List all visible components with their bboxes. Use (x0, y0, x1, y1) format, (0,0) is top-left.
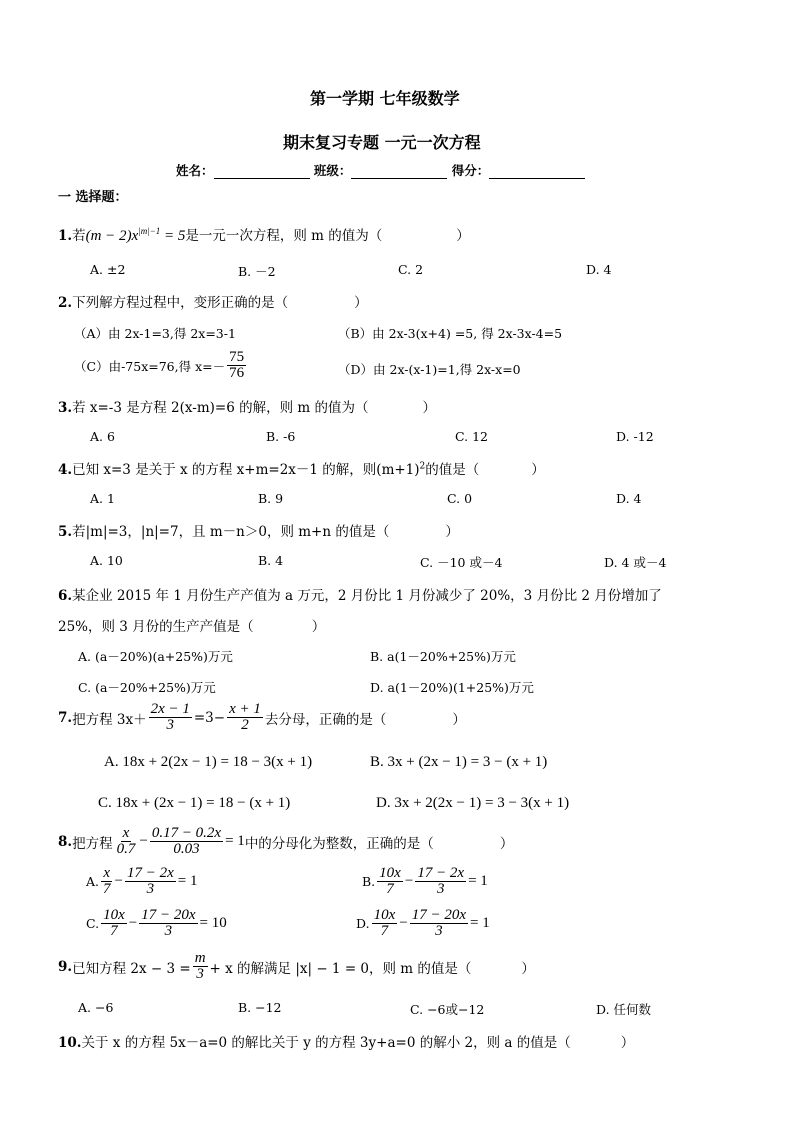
q6-option-c[interactable]: C. (a－20%+25%)万元 (78, 680, 216, 695)
q8-option-b[interactable]: B. $\frac{10x}{7}$ − $\frac{17 - 2x}{3}$ = 1 (362, 865, 488, 897)
q4-close: ） (531, 462, 545, 478)
question-2 (58, 291, 368, 311)
q9-mid: + x 的解满足 |x| − 1 = 0，则 m 的值是（ (209, 960, 472, 977)
q6-option-a[interactable]: A. (a－20%)(a+25%)万元 (78, 649, 233, 664)
fraction-denominator: 76 (229, 365, 245, 381)
fraction-denominator: 3 (435, 923, 443, 939)
q1-m-minus-2: m − 2 (90, 228, 127, 244)
question-5 (58, 520, 459, 540)
q5-option-a[interactable]: A. 10 (90, 553, 123, 568)
q9-option-a[interactable]: A. −6 (78, 1000, 114, 1015)
q7-post: 去分母，正确的是（ (264, 711, 387, 728)
q7-fraction-2 (227, 702, 263, 733)
q2-close: ） (354, 295, 368, 311)
fraction-denominator: 3 (164, 923, 173, 939)
q4-superscript: 2 (419, 461, 426, 472)
q9-number: 9. (58, 958, 73, 975)
q9-option-b[interactable]: B. −12 (238, 1000, 282, 1015)
option-rhs: = 1 (177, 873, 198, 889)
q2-option-c[interactable] (74, 350, 248, 381)
q7-option-b[interactable]: B. 3x + (2x − 1) = 3 − (x + 1) (370, 754, 548, 770)
fraction-numerator: 17 − 20x (411, 907, 466, 923)
fraction-numerator: x + 1 (229, 701, 261, 717)
q2-optc-text: （C）由-75x=76,得 x=－ (74, 358, 226, 374)
class-label: 班级： (313, 163, 352, 178)
q4-text: 已知 x=3 是关于 x 的方程 x+m=2x－1 的解，则(m+1) (72, 462, 420, 478)
q5-option-c[interactable]: C. －10 或－4 (420, 555, 503, 570)
q7-option-c[interactable]: C. 18x + (2x − 1) = 18 − (x + 1) (98, 795, 291, 811)
q3-close: ） (422, 400, 436, 416)
q3-option-d[interactable]: D. -12 (616, 429, 654, 444)
q9-fraction (193, 951, 208, 982)
q2-option-a[interactable]: （A）由 2x-1=3,得 2x=3-1 (74, 326, 236, 341)
q2-option-b[interactable]: （B）由 2x-3(x+4) =5, 得 2x-3x-4=5 (338, 326, 563, 341)
q1-close: ） (456, 228, 470, 244)
q3-option-b[interactable]: B. -6 (266, 429, 296, 444)
fraction-denominator: 7 (110, 923, 118, 939)
option-label: A. (86, 874, 100, 889)
q4-option-b[interactable]: B. 9 (258, 491, 284, 506)
q8-close: ） (499, 835, 514, 852)
q3-option-c[interactable]: C. 12 (455, 429, 488, 444)
q1-option-c[interactable]: C. 2 (398, 262, 424, 277)
option-rhs: = 1 (468, 873, 488, 889)
q7-close: ） (452, 711, 466, 728)
fraction-numerator: 10x (103, 907, 125, 923)
q4-option-c[interactable]: C. 0 (447, 491, 473, 506)
option-rhs: = 1 (469, 915, 490, 931)
question-6-line-1 (58, 584, 662, 604)
question-7 (58, 702, 466, 733)
q3-option-a[interactable]: A. 6 (90, 429, 115, 444)
question-4 (58, 458, 545, 478)
q9-pre: 已知方程 2x − 3 = (72, 960, 191, 977)
q9-option-c[interactable]: C. −6或−12 (410, 1002, 485, 1017)
q7-option-d[interactable]: D. 3x + 2(2x − 1) = 3 − 3(x + 1) (376, 795, 570, 811)
fraction-denominator: 7 (380, 923, 389, 939)
q5-option-d[interactable]: D. 4 或－4 (604, 555, 667, 570)
page-title: 第一学期 七年级数学 (310, 89, 460, 108)
fraction-numerator: 17 − 2x (417, 865, 465, 881)
q1-prefix: 若 (72, 228, 86, 244)
q2-text: 下列解方程过程中，变形正确的是（ (72, 295, 289, 311)
q8-fraction-2 (150, 826, 223, 857)
q7-mid: =3− (193, 709, 226, 726)
q1-option-b[interactable]: B. －2 (238, 264, 276, 279)
q7-pre: 把方程 3x＋ (72, 711, 147, 728)
q2-optc-fraction (227, 350, 246, 381)
q1-equation: $(m - 2)x^{|m|-1} = 5$ (85, 226, 186, 244)
q1-option-a[interactable]: A. ±2 (90, 262, 126, 277)
option-label: D. (356, 916, 370, 931)
fraction-numerator: 10x (373, 907, 396, 923)
q4-option-d[interactable]: D. 4 (616, 491, 642, 506)
q6-option-b[interactable]: B. a(1－20%+25%)万元 (370, 649, 516, 664)
question-8 (58, 826, 513, 857)
q8-number: 8. (58, 833, 73, 850)
q1-option-d[interactable]: D. 4 (586, 262, 612, 277)
question-10 (58, 1031, 634, 1051)
q6-text-line1: 某企业 2015 年 1 月份生产产值为 a 万元，2 月份比 1 月份减少了 20%，3 月份比 2 月份增加了 (72, 588, 662, 604)
q8-eq: = 1 (225, 833, 245, 849)
fraction-numerator: 17 − 20x (141, 907, 196, 923)
fraction (101, 866, 113, 897)
fraction-numerator: 75 (229, 349, 245, 365)
fraction-denominator: 3 (196, 966, 204, 982)
q6-option-d[interactable]: D. a(1－20%)(1+25%)万元 (370, 680, 534, 695)
fraction-numerator: m (194, 950, 206, 966)
q6-close: ） (311, 619, 326, 635)
score-label: 得分： (451, 163, 490, 178)
fraction-denominator: 0.7 (116, 841, 136, 857)
option-label: C. (86, 916, 100, 931)
fraction-numerator: 17 − 2x (126, 865, 174, 881)
fraction (139, 908, 197, 939)
q2-option-d[interactable]: （D）由 2x-(x-1)=1,得 2x-x=0 (338, 362, 521, 377)
q5-option-b[interactable]: B. 4 (258, 553, 284, 568)
q7-option-a[interactable]: A. 18x + 2(2x − 1) = 18 − 3(x + 1) (104, 754, 313, 770)
fraction-denominator: 7 (103, 881, 111, 897)
fraction (410, 908, 468, 939)
q7-fraction-1 (149, 702, 192, 733)
q4-number: 4. (58, 462, 73, 478)
q1-number: 1. (58, 228, 73, 244)
q5-number: 5. (58, 524, 73, 540)
fraction-numerator: 2x − 1 (150, 701, 190, 717)
q8-fraction-1 (115, 826, 138, 857)
question-6-line-2 (58, 615, 325, 635)
fraction-numerator: 10x (379, 865, 401, 881)
q5-text: 若|m|=3，|n|=7，且 m－n＞0，则 m+n 的值是（ (72, 524, 390, 540)
fraction-denominator: 0.03 (173, 841, 200, 857)
q4-text-post: 的值是（ (425, 462, 480, 478)
option-label: B. (362, 874, 376, 889)
q8-option-c[interactable]: C. $\frac{10x}{7}$ − $\frac{17 - 20x}{3}$ = 10 (86, 907, 227, 939)
q8-option-a[interactable]: A. $\frac{x}{7}$ − $\frac{17 - 2x}{3}$ = 1 (86, 865, 198, 897)
fraction (101, 908, 127, 939)
score-blank[interactable] (489, 166, 585, 179)
class-blank[interactable] (351, 166, 447, 179)
fraction-denominator: 2 (241, 717, 249, 733)
section-title: 一 选择题： (58, 190, 128, 205)
name-label: 姓名： (176, 163, 214, 178)
fraction (377, 866, 403, 897)
fraction-numerator: x (122, 825, 130, 841)
q10-text: 关于 x 的方程 5x－a=0 的解比关于 y 的方程 3y+a=0 的解小 2，则 a 的值是（ (81, 1035, 571, 1051)
question-1 (58, 224, 470, 245)
q10-number: 10. (58, 1035, 82, 1051)
q5-close: ） (445, 524, 459, 540)
q1-exponent: |m|−1 (138, 226, 161, 236)
q1-x: x (131, 228, 139, 244)
fraction-denominator: 3 (166, 717, 174, 733)
q3-number: 3. (58, 400, 73, 416)
student-info-line (176, 161, 585, 179)
name-blank[interactable] (214, 166, 310, 179)
question-9 (58, 951, 535, 982)
fraction-denominator: 3 (146, 881, 155, 897)
q8-option-d[interactable]: D. $\frac{10x}{7}$ − $\frac{17 - 20x}{3}$ = 1 (356, 907, 490, 939)
option-rhs: = 10 (199, 915, 227, 931)
fraction-numerator: 0.17 − 0.2x (151, 825, 222, 841)
q10-close: ） (620, 1035, 635, 1051)
page-subtitle: 期末复习专题 一元一次方程 (283, 133, 481, 152)
q2-number: 2. (58, 295, 73, 311)
q6-number: 6. (58, 588, 73, 604)
fraction (372, 908, 398, 939)
question-3 (58, 396, 436, 416)
q3-text: 若 x=-3 是方程 2(x-m)=6 的解，则 m 的值为（ (72, 400, 369, 416)
q8-pre: 把方程 (72, 835, 113, 852)
q9-close: ） (521, 960, 535, 977)
fraction-denominator: 7 (386, 881, 394, 897)
q6-text-line2: 25%，则 3 月份的生产产值是（ (58, 619, 254, 635)
fraction (415, 866, 466, 897)
q8-minus: − (139, 833, 148, 849)
fraction (125, 866, 176, 897)
fraction-numerator: x (103, 865, 111, 881)
q4-option-a[interactable]: A. 1 (90, 491, 115, 506)
fraction-denominator: 3 (436, 881, 445, 897)
q8-post: 中的分母化为整数，正确的是（ (244, 835, 434, 852)
q9-option-d[interactable]: D. 任何数 (596, 1002, 652, 1017)
q1-text: 是一元一次方程，则 m 的值为（ (185, 228, 383, 244)
q7-number: 7. (58, 709, 73, 726)
q1-eq5: = 5 (160, 228, 186, 244)
